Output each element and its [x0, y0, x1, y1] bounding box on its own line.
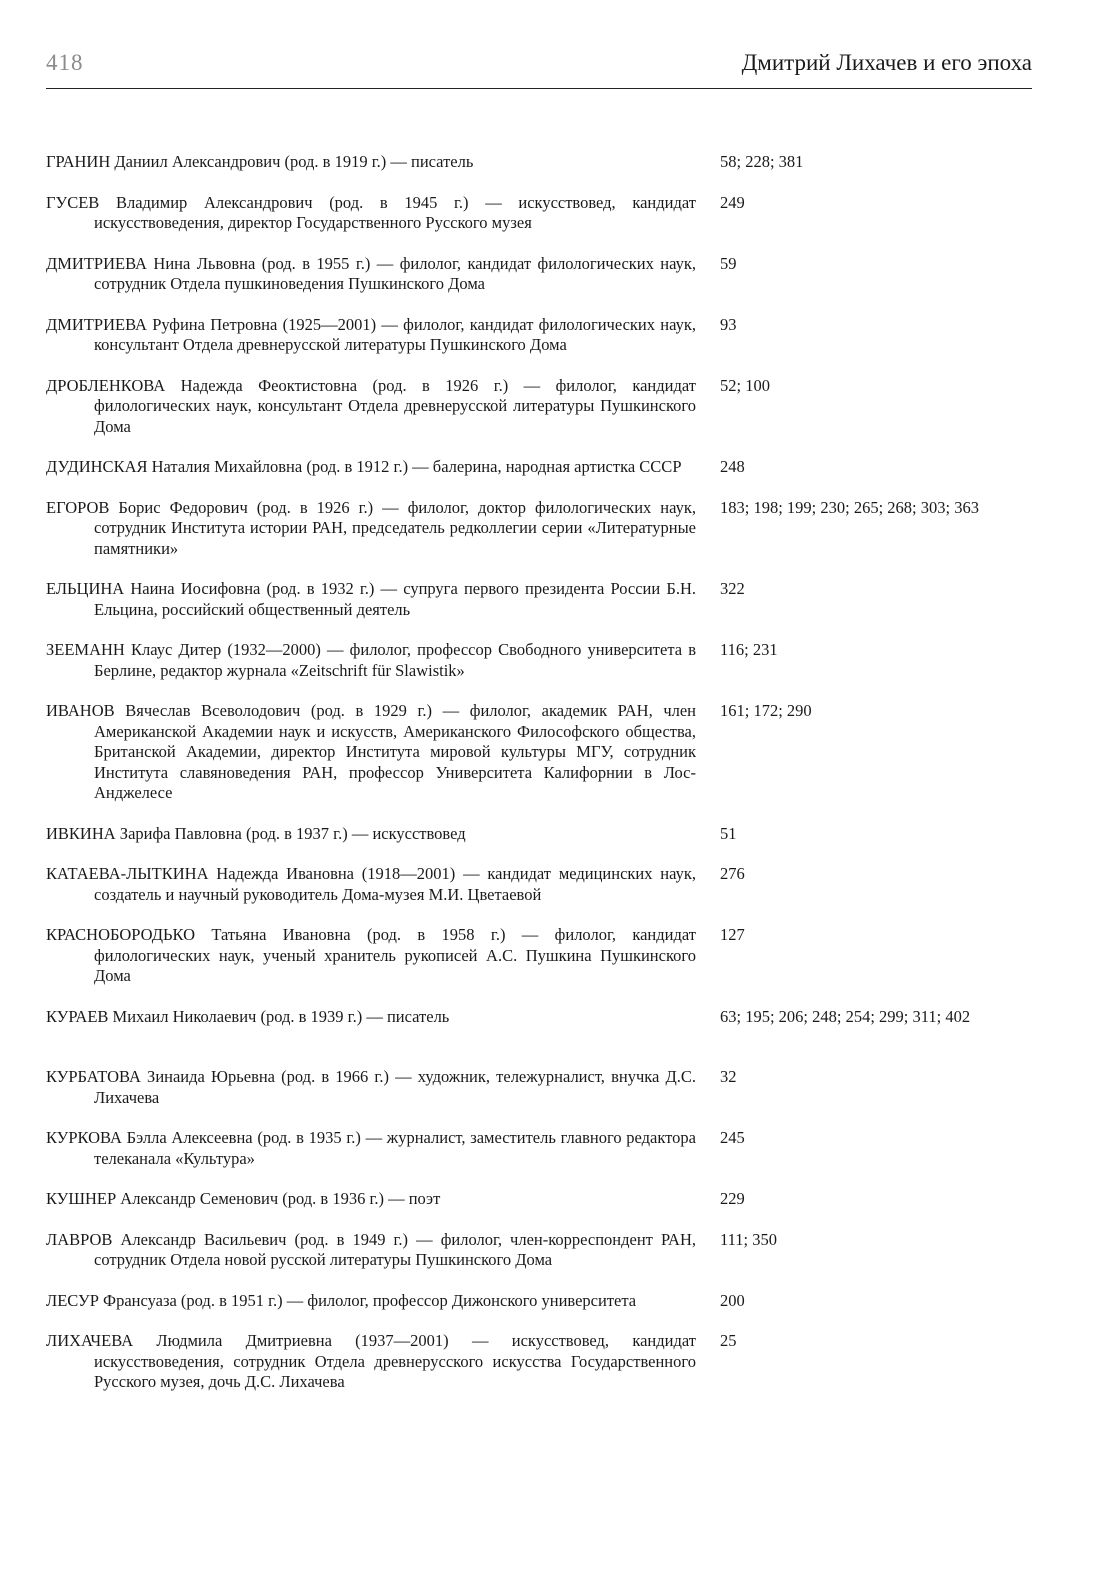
entry-text: ДУДИНСКАЯ Наталия Михайловна (род. в 1912 г.) — балерина, народная артистка СССР [46, 457, 682, 476]
entry-text: ЕГОРОВ Борис Федорович (род. в 1926 г.) — филолог, доктор филологических наук, сотрудник Института истории РАН, председатель редколлегии серии «Литературные памятники» [46, 497, 696, 558]
entry-pages: 322 [720, 579, 745, 598]
entry-text: ЕЛЬЦИНА Наина Иосифовна (род. в 1932 г.) — супруга первого президента России Б.Н. Ельцина, российский общественный деятель [46, 579, 696, 619]
entry-pages: 93 [720, 314, 737, 334]
index-entry [46, 864, 1036, 905]
entry-pages: 127 [720, 925, 745, 944]
entry-pages: 111; 350 [720, 1229, 777, 1249]
index-entry [46, 701, 1036, 804]
index-entry [46, 498, 1036, 560]
entry-text: ДРОБЛЕНКОВА Надежда Феоктистовна (род. в 1926 г.) — филолог, кандидат филологических наук, консультант Отдела древнерусской литературы Пушкинского Дома [46, 375, 696, 436]
page-header [46, 44, 1032, 89]
entry-pages: 25 [720, 1331, 737, 1350]
entry-text: КРАСНОБОРОДЬКО Татьяна Ивановна (род. в 1958 г.) — филолог, кандидат филологических наук, ученый хранитель рукописей А.С. Пушкина Пушкинского Дома [46, 925, 696, 985]
entry-pages: 229 [720, 1189, 745, 1208]
entry-pages: 52; 100 [720, 375, 770, 395]
index-entry [46, 1128, 1036, 1169]
index-entry [46, 254, 1036, 295]
entry-pages: 276 [720, 864, 745, 883]
running-title: Дмитрий Лихачев и его эпоха [741, 50, 1032, 75]
entry-pages: 116; 231 [720, 640, 778, 659]
entry-text: ДМИТРИЕВА Руфина Петровна (1925—2001) — филолог, кандидат филологических наук, консультант Отдела древнерусской литературы Пушкинского Дома [46, 314, 696, 354]
index-entry [46, 457, 1036, 478]
page-number: 418 [46, 50, 84, 75]
index-entry [46, 193, 1036, 234]
index-entry [46, 152, 1036, 173]
entry-pages: 249 [720, 192, 745, 212]
entry-pages: 248 [720, 457, 745, 476]
index-entry [46, 640, 1036, 681]
index-entry [46, 579, 1036, 620]
entry-text: ЛИХАЧЕВА Людмила Дмитриевна (1937—2001) — искусствовед, кандидат искусствоведения, сотрудник Отдела древнерусского искусства Государственного Русского музея, дочь Д.С. Лихачева [46, 1331, 696, 1391]
entry-text: ЛЕСУР Франсуаза (род. в 1951 г.) — филолог, профессор Дижонского университета [46, 1290, 637, 1310]
index-entry [46, 1067, 1036, 1108]
entry-text: КУРАЕВ Михаил Николаевич (род. в 1939 г.) — писатель [46, 1006, 450, 1026]
entry-pages: 51 [720, 823, 737, 843]
name-index [46, 152, 1036, 1413]
entry-pages: 245 [720, 1128, 745, 1147]
entry-pages: 161; 172; 290 [720, 701, 812, 720]
entry-text: ИВКИНА Зарифа Павловна (род. в 1937 г.) — искусствовед [46, 823, 466, 843]
entry-text: КУРКОВА Бэлла Алексеевна (род. в 1935 г.) — журналист, заместитель главного редактора телеканала «Культура» [46, 1128, 696, 1168]
entry-text: ГУСЕВ Владимир Александрович (род. в 1945 г.) — искусствовед, кандидат искусствоведения, директор Государственного Русского музея [46, 192, 696, 232]
index-entry [46, 376, 1036, 438]
entry-pages: 58; 228; 381 [720, 152, 804, 171]
entry-pages: 63; 195; 206; 248; 254; 299; 311; 402 [720, 1006, 971, 1026]
index-entry [46, 1291, 1036, 1312]
entry-text: КУШНЕР Александр Семенович (род. в 1936 г.) — поэт [46, 1189, 441, 1208]
entry-pages: 183; 198; 199; 230; 265; 268; 303; 363 [720, 497, 979, 517]
entry-text: ЛАВРОВ Александр Васильевич (род. в 1949 г.) — филолог, член-корреспондент РАН, сотрудник Отдела новой русской литературы Пушкинского Дома [46, 1229, 696, 1269]
entry-pages: 59 [720, 253, 737, 273]
entry-text: ЗЕЕМАНН Клаус Дитер (1932—2000) — филолог, профессор Свободного университета в Берлине, редактор журнала «Zeitschrift für Slawistik» [46, 640, 696, 680]
index-entry [46, 1331, 1036, 1393]
entry-text: ГРАНИН Даниил Александрович (род. в 1919 г.) — писатель [46, 152, 474, 171]
entry-pages: 32 [720, 1067, 737, 1086]
index-entry [46, 824, 1036, 845]
index-entry [46, 1230, 1036, 1271]
entry-text: ИВАНОВ Вячеслав Всеволодович (род. в 1929 г.) — филолог, академик РАН, член Американской Академии наук и искусств, Американского Философского общества, Британской Академии, директор Института мировой культуры МГУ, сотрудник Института славяноведения РАН, профессор Университета Калифорнии в Лос-Анджелесе [46, 701, 696, 802]
entry-pages: 200 [720, 1290, 745, 1310]
entry-text: ДМИТРИЕВА Нина Львовна (род. в 1955 г.) — филолог, кандидат филологических наук, сотрудник Отдела пушкиноведения Пушкинского Дома [46, 253, 696, 293]
index-entry [46, 315, 1036, 356]
entry-text: КАТАЕВА-ЛЫТКИНА Надежда Ивановна (1918—2001) — кандидат медицинских наук, создатель и научный руководитель Дома-музея М.И. Цветаевой [46, 864, 696, 904]
index-entry [46, 925, 1036, 987]
index-entry [46, 1007, 1036, 1028]
entry-text: КУРБАТОВА Зинаида Юрьевна (род. в 1966 г.) — художник, тележурналист, внучка Д.С. Лихачева [46, 1067, 696, 1107]
index-entry [46, 1189, 1036, 1210]
